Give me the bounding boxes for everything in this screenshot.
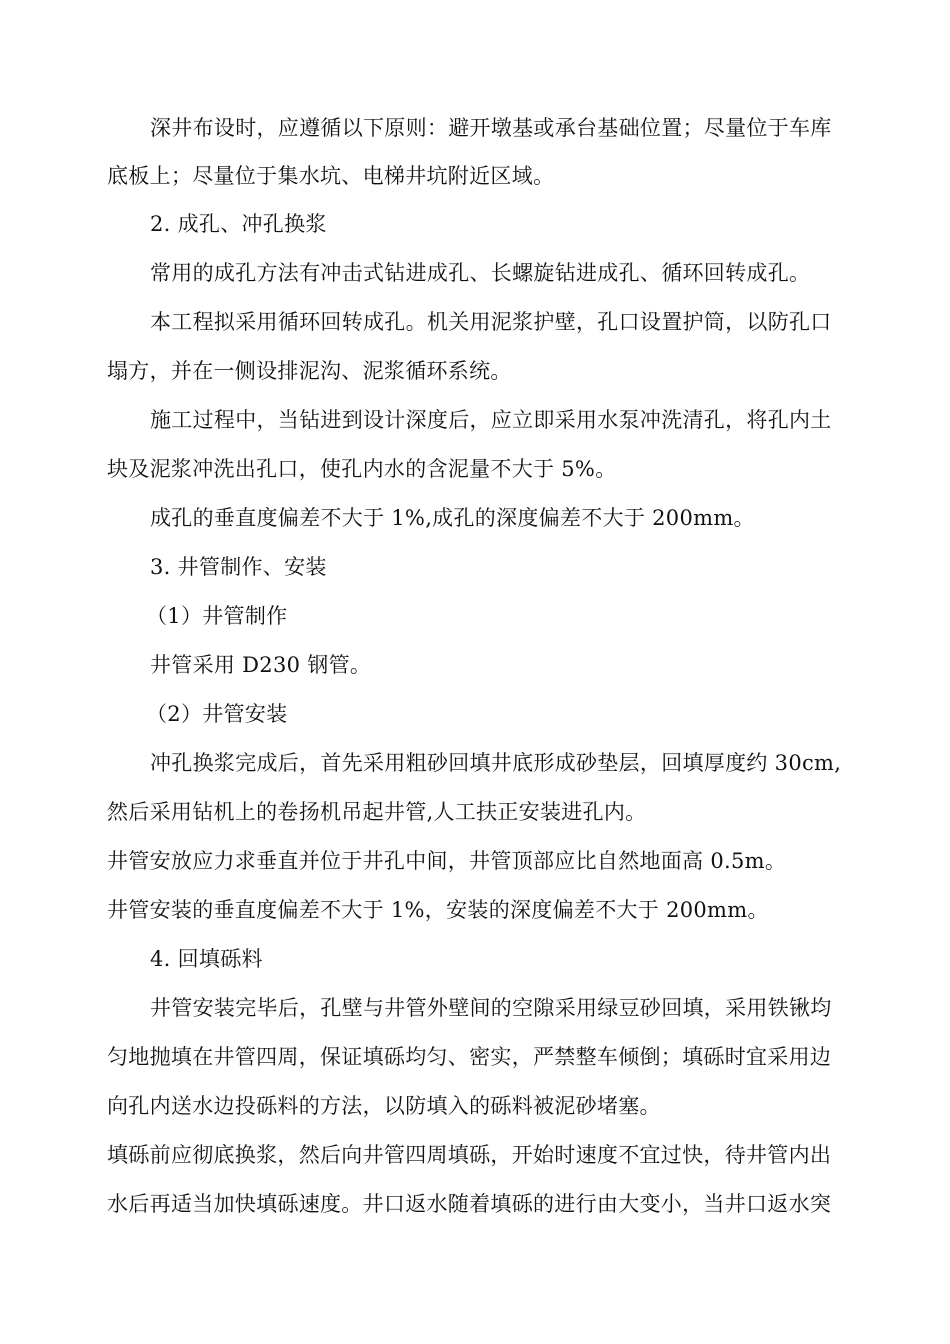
paragraph-line: 水后再适当加快填砾速度。井口返水随着填砾的进行由大变小，当井口返水突 xyxy=(107,1192,832,1216)
paragraph-line: 常用的成孔方法有冲击式钻进成孔、长螺旋钻进成孔、循环回转成孔。 xyxy=(150,261,811,285)
paragraph-line: 本工程拟采用循环回转成孔。机关用泥浆护壁，孔口设置护筒，以防孔口 xyxy=(150,310,832,334)
subsection-heading: （2）井管安装 xyxy=(146,702,288,726)
paragraph-line: 向孔内送水边投砾料的方法，以防填入的砾料被泥砂堵塞。 xyxy=(107,1094,661,1118)
paragraph-line: 冲孔换浆完成后，首先采用粗砂回填井底形成砂垫层，回填厚度约 30cm, xyxy=(150,751,842,775)
paragraph-line: 施工过程中，当钻进到设计深度后，应立即采用水泵冲洗清孔，将孔内土 xyxy=(150,408,832,432)
paragraph-line: 深井布设时，应遵循以下原则：避开墩基或承台基础位置；尽量位于车库 xyxy=(150,116,832,140)
subsection-heading: （1）井管制作 xyxy=(146,604,288,628)
section-heading: 3. 井管制作、安装 xyxy=(150,555,327,579)
paragraph-line: 井管安装的垂直度偏差不大于 1%，安装的深度偏差不大于 200mm。 xyxy=(107,898,769,922)
paragraph-line: 匀地抛填在井管四周，保证填砾均匀、密实，严禁整车倾倒；填砾时宜采用边 xyxy=(107,1045,832,1069)
paragraph-line: 填砾前应彻底换浆，然后向井管四周填砾，开始时速度不宜过快，待井管内出 xyxy=(107,1143,832,1167)
paragraph-line: 底板上；尽量位于集水坑、电梯井坑附近区域。 xyxy=(107,164,555,188)
paragraph-line: 然后采用钻机上的卷扬机吊起井管,人工扶正安装进孔内。 xyxy=(107,800,647,824)
section-heading: 4. 回填砾料 xyxy=(150,947,263,971)
paragraph-line: 成孔的垂直度偏差不大于 1%,成孔的深度偏差不大于 200mm。 xyxy=(150,506,755,530)
paragraph-line: 井管安装完毕后，孔壁与井管外壁间的空隙采用绿豆砂回填，采用铁锹均 xyxy=(150,996,832,1020)
paragraph-line: 塌方，并在一侧设排泥沟、泥浆循环系统。 xyxy=(107,359,512,383)
section-heading: 2. 成孔、冲孔换浆 xyxy=(150,212,327,236)
paragraph-line: 井管采用 D230 钢管。 xyxy=(150,653,372,677)
paragraph-line: 块及泥浆冲洗出孔口，使孔内水的含泥量不大于 5%。 xyxy=(107,457,617,481)
paragraph-line: 井管安放应力求垂直并位于井孔中间，井管顶部应比自然地面高 0.5m。 xyxy=(107,849,787,873)
